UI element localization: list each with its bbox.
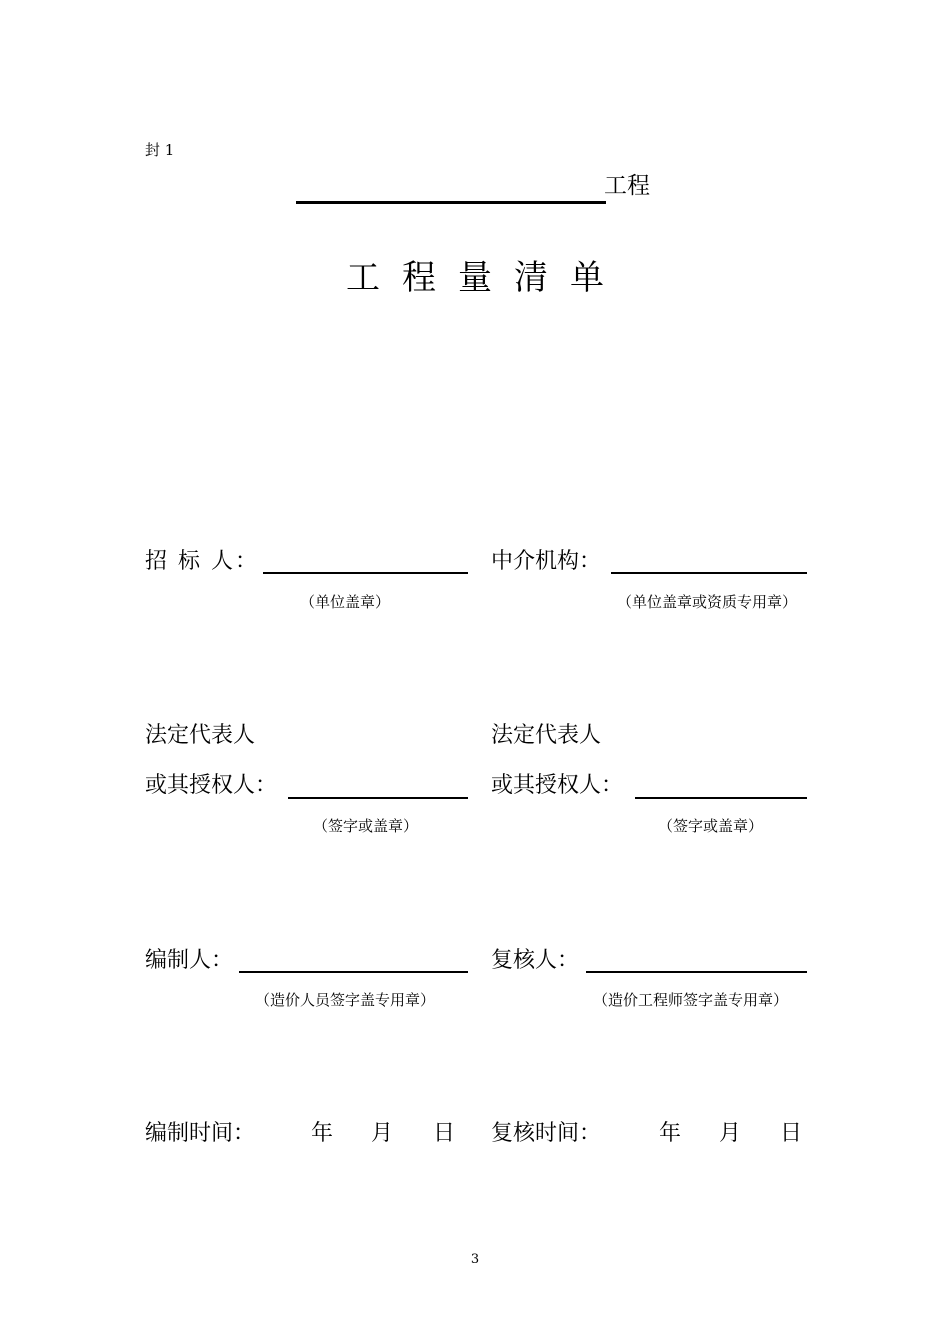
right-authorized-note: （签字或盖章）: [658, 817, 764, 835]
project-name-blank-line: [296, 201, 606, 204]
tenderer-note: （单位盖章）: [300, 593, 391, 611]
compile-date-month: 月: [371, 1121, 394, 1146]
tenderer-label: 招 标 人：: [145, 549, 259, 574]
reviewer-note: （造价工程师签字盖专用章）: [593, 991, 789, 1009]
left-authorized-label: 或其授权人：: [145, 773, 278, 798]
cover-tag: 封 1: [145, 141, 175, 159]
right-authorized-label: 或其授权人：: [491, 773, 624, 798]
agency-note: （单位盖章或资质专用章）: [617, 593, 798, 611]
right-legal-rep-label: 法定代表人: [491, 723, 602, 748]
page-number: 3: [470, 1252, 480, 1267]
right-authorized-signature-line: [635, 797, 807, 799]
document-title: 工程量清单: [346, 258, 626, 298]
agency-signature-line: [611, 572, 807, 574]
reviewer-label: 复核人：: [491, 948, 580, 973]
reviewer-signature-line: [586, 971, 807, 973]
project-suffix: 工程: [604, 173, 650, 199]
left-legal-rep-label: 法定代表人: [145, 723, 256, 748]
review-date-month: 月: [719, 1121, 742, 1146]
compile-date-day: 日: [433, 1121, 456, 1146]
compiler-signature-line: [239, 971, 468, 973]
agency-label: 中介机构：: [491, 549, 602, 574]
tenderer-signature-line: [263, 572, 468, 574]
left-authorized-note: （签字或盖章）: [313, 817, 419, 835]
left-authorized-signature-line: [288, 797, 468, 799]
review-date-year: 年: [659, 1121, 682, 1146]
compiler-note: （造价人员签字盖专用章）: [255, 991, 436, 1009]
review-date-day: 日: [780, 1121, 803, 1146]
compiler-label: 编制人：: [145, 948, 234, 973]
review-date-label: 复核时间：: [491, 1121, 602, 1146]
compile-date-label: 编制时间：: [145, 1121, 256, 1146]
compile-date-year: 年: [311, 1121, 334, 1146]
